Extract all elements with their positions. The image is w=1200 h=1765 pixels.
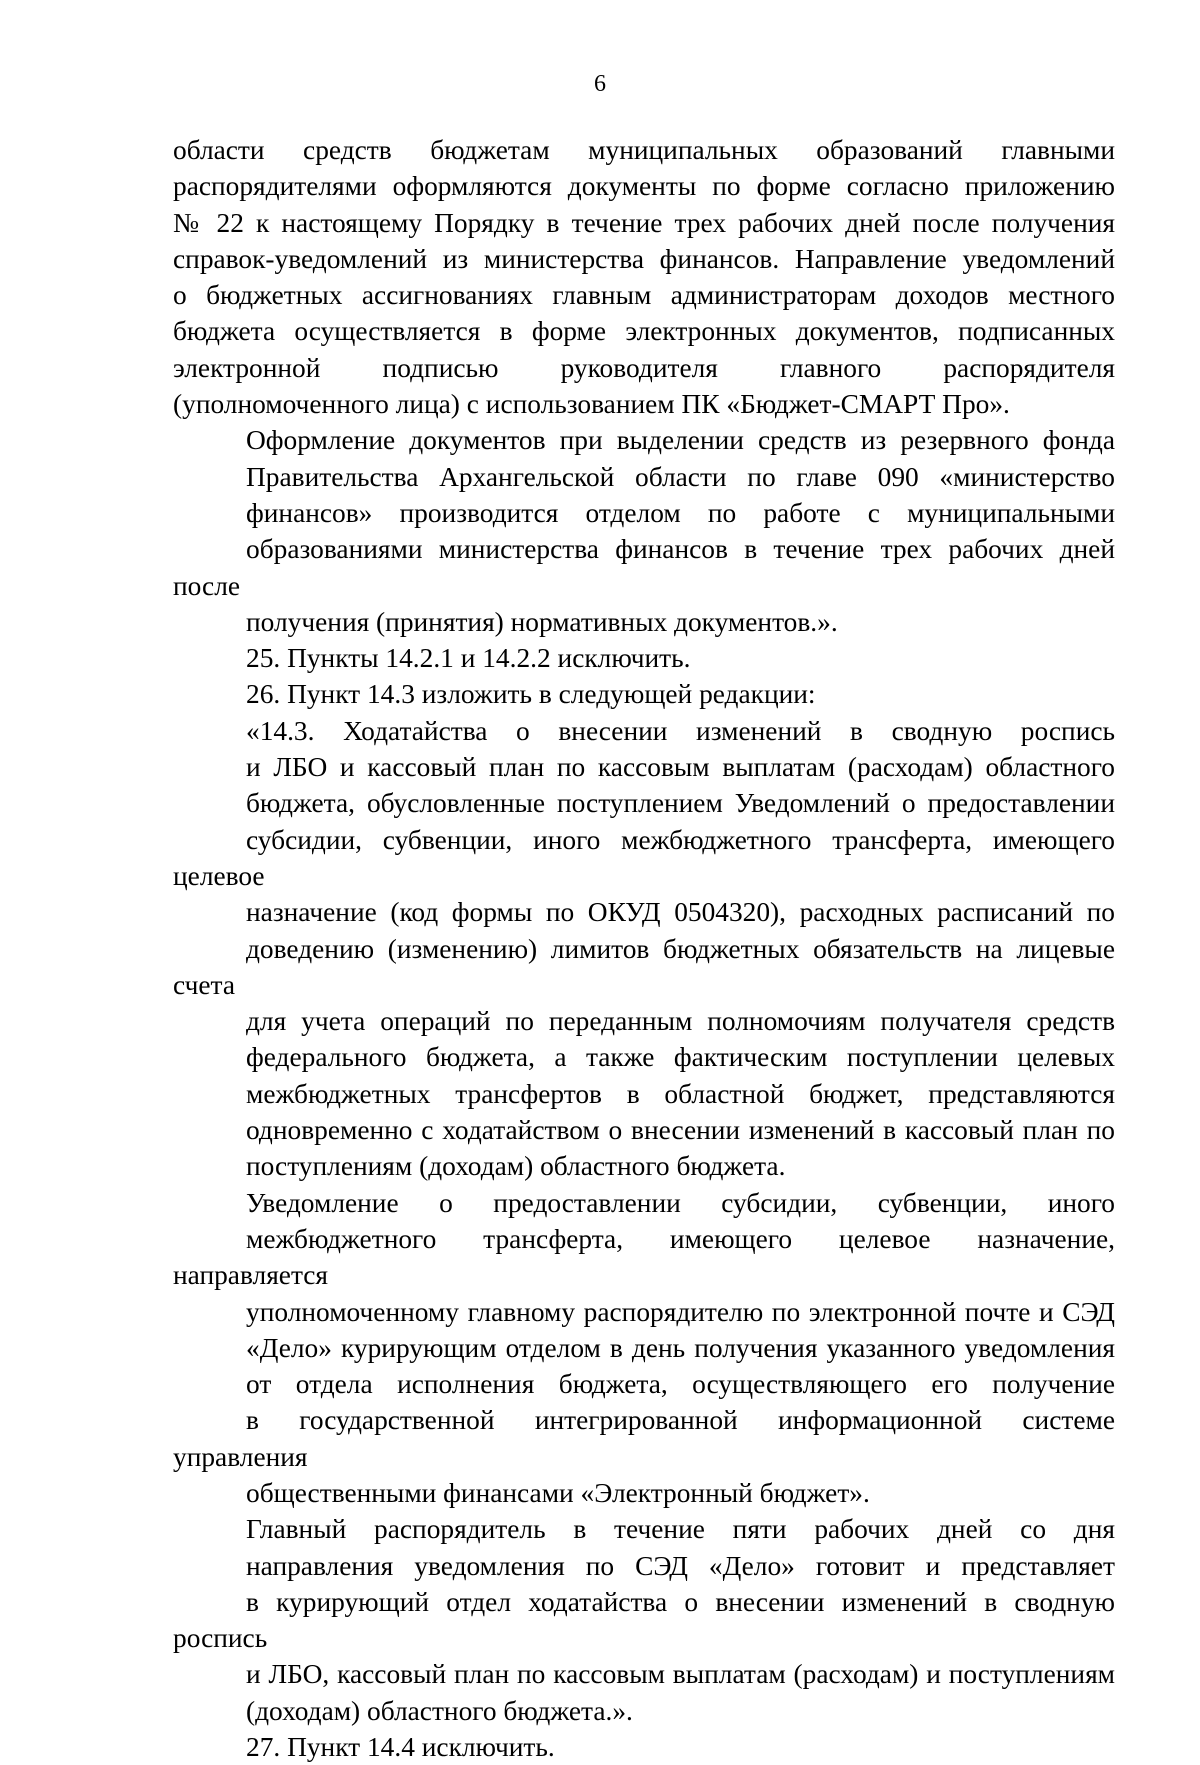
text-line: справок-уведомлений из министерства финансов. Направление уведомлений bbox=[173, 243, 1115, 274]
text-line: о бюджетных ассигнованиях главным администраторам доходов местного bbox=[173, 280, 1115, 311]
text-line: доведению (изменению) лимитов бюджетных обязательств на лицевые счета bbox=[173, 933, 1115, 1000]
text-line: получения (принятия) нормативных документов.». bbox=[246, 606, 838, 637]
paragraph bbox=[173, 1729, 1115, 1765]
text-line: направления уведомления по СЭД «Дело» готовит и представляет bbox=[246, 1550, 1115, 1581]
paragraph bbox=[173, 640, 1115, 676]
paragraph bbox=[173, 132, 1115, 422]
text-line: для учета операций по переданным полномочиям получателя средств bbox=[246, 1006, 1115, 1037]
text-line: и ЛБО и кассовый план по кассовым выплатам (расходам) областного bbox=[246, 752, 1115, 783]
text-line: межбюджетного трансферта, имеющего целевое назначение, направляется bbox=[173, 1223, 1115, 1291]
text-line: Главный распорядитель в течение пяти рабочих дней со дня bbox=[246, 1514, 1115, 1545]
text-line: в курирующий отдел ходатайства о внесении изменений в сводную роспись bbox=[173, 1586, 1115, 1654]
text-line: уполномоченному главному распорядителю по электронной почте и СЭД bbox=[246, 1296, 1115, 1327]
text-line: Оформление документов при выделении средств из резервного фонда bbox=[246, 425, 1115, 456]
text-line: образованиями министерства финансов в течение трех рабочих дней после bbox=[173, 534, 1115, 601]
text-line: «14.3. Ходатайства о внесении изменений в сводную роспись bbox=[246, 715, 1115, 746]
text-line: межбюджетных трансфертов в областной бюджет, представляются bbox=[246, 1078, 1115, 1109]
text-line: электронной подписью руководителя главного распорядителя bbox=[173, 352, 1115, 383]
text-line: «Дело» курирующим отделом в день получения указанного уведомления bbox=[246, 1332, 1115, 1363]
paragraph bbox=[173, 422, 1115, 640]
paragraph bbox=[173, 676, 1115, 712]
text-line: (доходам) областного бюджета.». bbox=[246, 1695, 633, 1726]
text-line: финансов» производится отделом по работе с муниципальными bbox=[246, 497, 1115, 528]
text-line: бюджета осуществляется в форме электронных документов, подписанных bbox=[173, 316, 1115, 347]
text-line: области средств бюджетам муниципальных образований главными bbox=[173, 135, 1115, 165]
text-line: Правительства Архангельской области по главе 090 «министерство bbox=[246, 461, 1115, 492]
paragraph bbox=[173, 1511, 1115, 1729]
text-line: распорядителями оформляются документы по форме согласно приложению bbox=[173, 171, 1115, 202]
text-line: и ЛБО, кассовый план по кассовым выплатам (расходам) и поступлениям bbox=[246, 1659, 1115, 1690]
text-line: назначение (код формы по ОКУД 0504320), расходных расписаний по bbox=[246, 897, 1115, 928]
text-line: 26. Пункт 14.3 изложить в следующей редакции: bbox=[246, 679, 816, 710]
text-line: федерального бюджета, а также фактическим поступлении целевых bbox=[246, 1042, 1115, 1073]
paragraph bbox=[173, 713, 1115, 1185]
text-line: одновременно с ходатайством о внесении изменений в кассовый план по bbox=[246, 1115, 1115, 1146]
text-line: 27. Пункт 14.4 исключить. bbox=[246, 1732, 555, 1763]
text-line: Уведомление о предоставлении субсидии, субвенции, иного bbox=[246, 1187, 1115, 1218]
page-number: 6 bbox=[594, 71, 606, 97]
text-line: общественными финансами «Электронный бюджет». bbox=[246, 1477, 870, 1508]
text-line: субсидии, субвенции, иного межбюджетного трансферта, имеющего целевое bbox=[173, 824, 1115, 891]
text-line: бюджета, обусловленные поступлением Уведомлений о предоставлении bbox=[246, 788, 1115, 819]
text-line: поступлениям (доходам) областного бюджета. bbox=[246, 1151, 786, 1182]
text-line: (уполномоченного лица) с использованием ПК «Бюджет-СМАРТ Про». bbox=[173, 389, 1010, 420]
text-line: 25. Пункты 14.2.1 и 14.2.2 исключить. bbox=[246, 643, 691, 674]
text-line: № 22 к настоящему Порядку в течение трех рабочих дней после получения bbox=[173, 207, 1115, 238]
paragraph bbox=[173, 1185, 1115, 1512]
text-line: в государственной интегрированной информационной системе управления bbox=[173, 1405, 1115, 1472]
document-body bbox=[173, 132, 1115, 1765]
text-line: от отдела исполнения бюджета, осуществляющего его получение bbox=[246, 1369, 1115, 1400]
